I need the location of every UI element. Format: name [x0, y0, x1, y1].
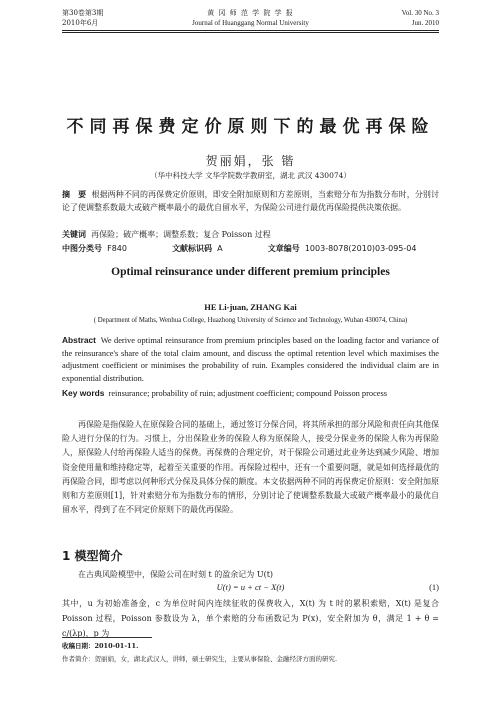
volume-issue-zh: 第30卷第3期 [62, 9, 104, 17]
article-number-value: 1003-8078(2010)03-095-04 [304, 244, 417, 253]
date-zh: 2010年6月 [62, 19, 99, 27]
keywords-en [62, 387, 439, 401]
header-rule [62, 30, 439, 31]
clc-label: 中图分类号 [62, 244, 102, 253]
authors-en: HE Li-juan, ZHANG Kai [204, 302, 297, 312]
article-number-label: 文章编号 [267, 244, 300, 253]
section-paragraph-1: 在古典风险模型中，保险公司在时刻 t 的盈余记为 U(t) [78, 570, 274, 579]
volume-issue-en: Vol. 30 No. 3 [401, 9, 439, 17]
keywords-zh-label: 关键词 [62, 230, 86, 239]
doc-code-label: 文献标识码 [172, 244, 213, 253]
paper-title-zh: 不同再保费定价原则下的最优再保险 [66, 117, 435, 137]
section-paragraph-2: 其中，u 为初始准备金，c 为单位时间内连续征收的保费收入，X(t) 为 t 时的累积索赔，X(t) 是复合 Poisson 过程，Poisson 参数设为 λ，单个索赔的分布函数记为 P(x)，安全附加为 θ，满足 1 + θ = c/(λp)，p 为 [62, 599, 439, 638]
footnote-rule [62, 637, 152, 638]
keywords-zh-text: 再保险；破产概率；调整系数；复合 Poisson 过程 [91, 230, 271, 239]
keywords-en-text: reinsurance; probability of ruin; adjustment coefficient; compound Poisson process [108, 389, 388, 398]
doc-code-value: A [217, 244, 223, 253]
header-rule-thin [62, 32, 439, 33]
equation-1 [62, 582, 439, 592]
affiliation-zh: （华中科技大学 文华学院数学教研室，湖北 武汉 430074） [150, 171, 351, 180]
classification-line [62, 242, 439, 255]
keywords-zh [62, 228, 439, 241]
equation-body: U(t) = u + ct − X(t) [216, 582, 285, 592]
date-en: Jun. 2010 [411, 19, 439, 27]
equation-number: (1) [429, 582, 439, 592]
abstract-zh-text: 根据两种不同的再保费定价原则，即安全附加原则和方差原则，当索赔分布为指数分布时，分别讨论了使调整系数最大或破产概率最小的最优自留水平，为保险公司进行最优再保险提供决策依据。 [62, 190, 440, 212]
keywords-en-label: Key words [62, 388, 105, 398]
affiliation-en: ( Department of Maths, Wenhua College, Huazhong University of Science and Technology, Wuhan 430074, China) [93, 317, 408, 324]
intro-paragraph: 再保险是指保险人在原保险合同的基础上，通过签订分保合同，将其所承担的部分风险和责任向其他保险人进行分保的行为。习惯上，分出保险业务的保险人称为原保险人，接受分保业务的保险人称为再保险人，原保险人付给再保险人适当的保费。再保费的合理定价，对于保险公司通过此业务达到减少风险、增加资金使用量和维持稳定等，起着至关重要的作用。再保险过程中，还有一个重要问题，就是如何选择最优的再保险合同，即考虑以何种形式分保及具体分保的额度。本文依据两种不同的再保费定价原则：安全附加原则和方差原则[1]，针对索赔分布为指数分布的情形，分别讨论了使调整系数最大或破产概率最小的最优自留水平，得到了在不同定价原则下的最优再保险。 [62, 420, 439, 515]
abstract-en [62, 334, 439, 385]
journal-name-en: Journal of Huanggang Normal University [192, 19, 309, 27]
author-bio: 作者简介：贺丽娟，女，湖北武汉人，讲师，硕士研究生，主要从事保险、金融经济方面的研究. [62, 655, 338, 663]
abstract-zh-label: 摘 要 [62, 190, 87, 199]
section-heading: 1 模型简介 [62, 549, 123, 563]
journal-volume-en [402, 8, 439, 28]
paper-title-en: Optimal reinsurance under different premium principles [111, 266, 390, 278]
journal-name-zh: 黄 冈 师 范 学 院 学 报 [207, 9, 294, 17]
clc-value: F840 [107, 244, 127, 253]
abstract-en-label: Abstract [62, 335, 96, 345]
abstract-zh [62, 188, 439, 214]
abstract-en-text: We derive optimal reinsurance from premium principles based on the loading factor and variance of the reinsurance's share of the total claim amount, and discuss the optimal retention level which maximises the adjustment coefficient or minimises the probability of ruin. Examples considered the individual claim are in exponential distribution. [62, 336, 440, 383]
received-date: 收稿日期：2010-01-11. [62, 642, 139, 650]
authors-zh: 贺丽娟，张 锴 [205, 154, 296, 168]
